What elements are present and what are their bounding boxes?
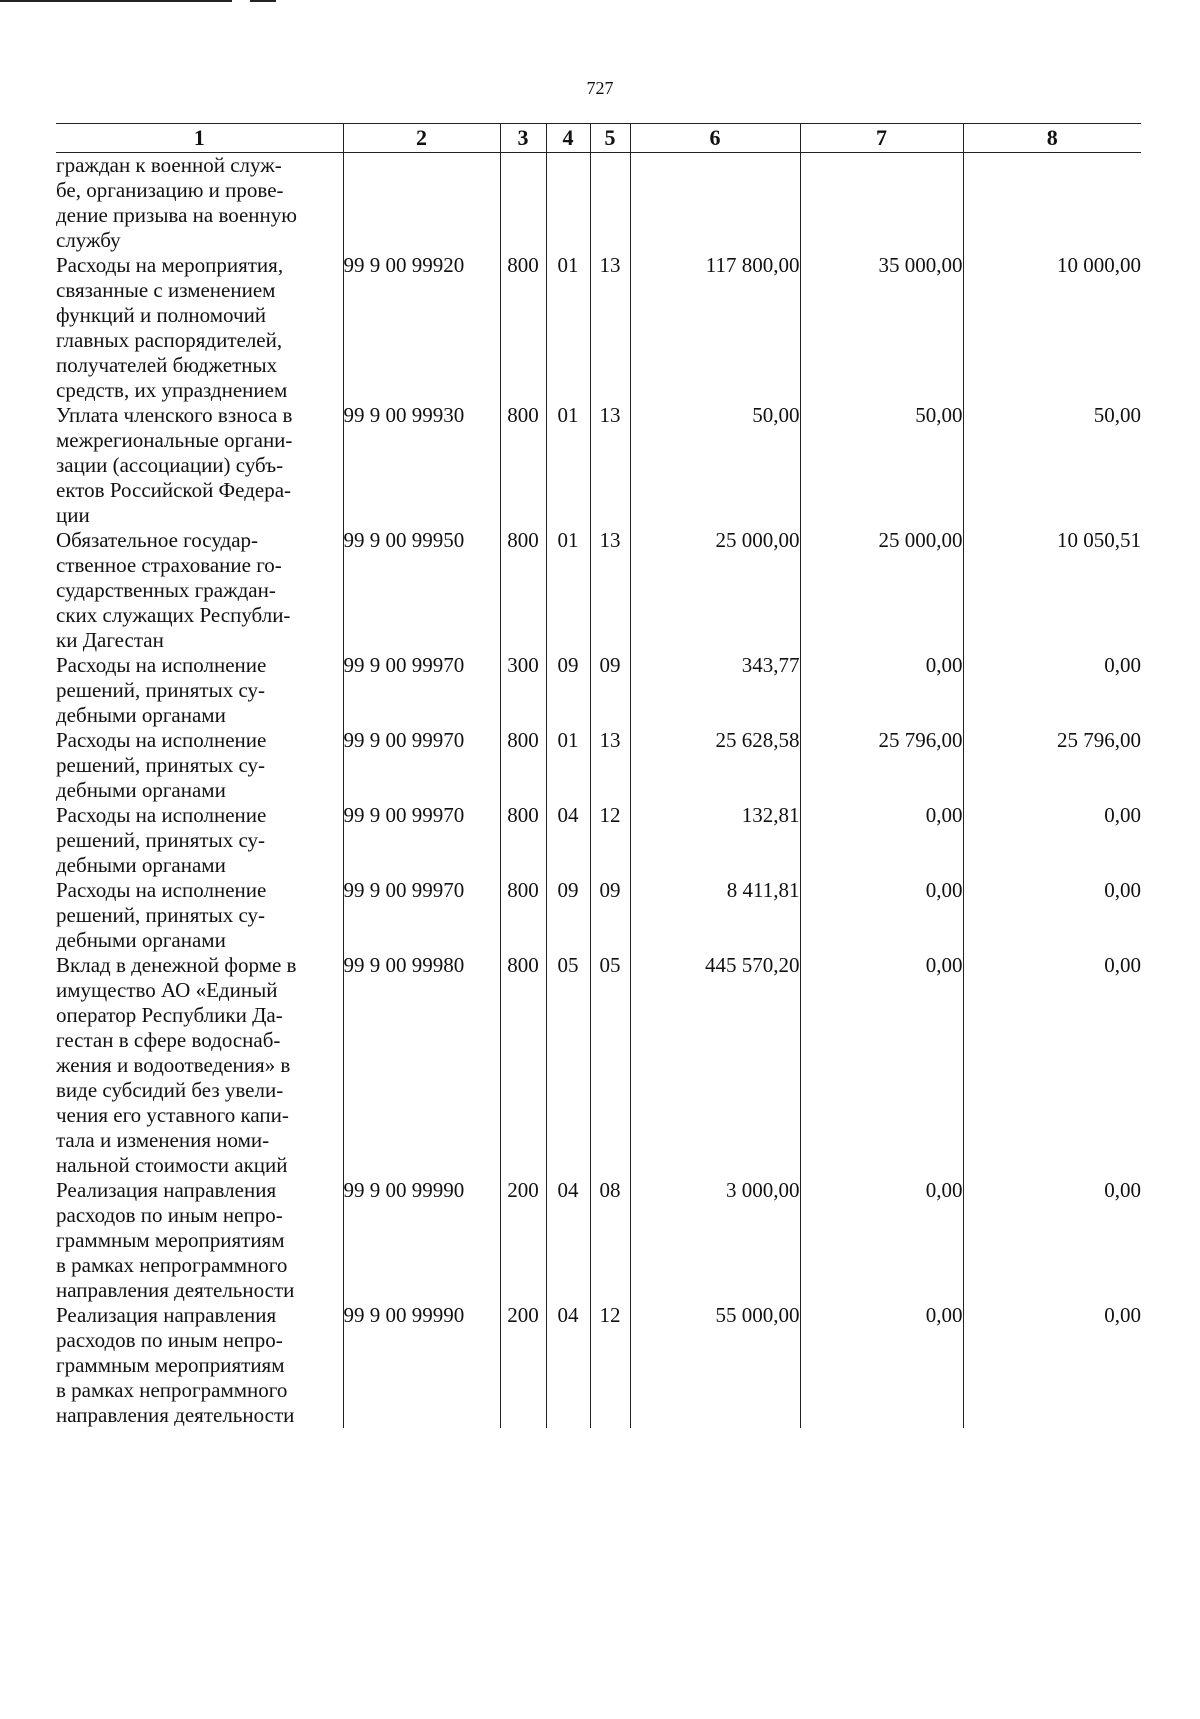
amount-col8: 0,00 [963, 1178, 1141, 1303]
section-code: 01 [546, 403, 590, 528]
column-header: 6 [630, 124, 800, 153]
subsection-code: 13 [590, 253, 630, 403]
expense-type-code: 300 [500, 653, 546, 728]
scan-edge-line [250, 0, 276, 2]
amount-col6: 132,81 [630, 803, 800, 878]
table-row [56, 253, 1141, 403]
expense-type-code: 800 [500, 878, 546, 953]
amount-col6: 25 628,58 [630, 728, 800, 803]
column-header: 1 [56, 124, 343, 153]
table-row [56, 1178, 1141, 1303]
table-row [56, 653, 1141, 728]
table-row [56, 528, 1141, 653]
expense-description: Уплата членского взноса в межрегиональные органи- зации (ассоциации) субъ- ектов Российской Федера- ции [56, 403, 293, 527]
budget-code: 99 9 00 99920 [343, 253, 500, 403]
expense-description: Расходы на исполнение решений, принятых су- дебными органами [56, 803, 267, 877]
amount-col7: 25 000,00 [800, 528, 963, 653]
expense-description: Вклад в денежной форме в имущество АО «Единый оператор Республики Да- гестан в сфере водоснаб- жения и водоотведения» в виде субсидий без увели- чения его уставного капи- тала и изменения номи- нальной стоимости акций [56, 953, 297, 1177]
column-header: 2 [343, 124, 500, 153]
expense-description: Обязательное государ- ственное страхование го- сударственных граждан- ских служащих Республи- ки Дагестан [56, 528, 291, 652]
section-code: 05 [546, 953, 590, 1178]
budget-code: 99 9 00 99990 [343, 1178, 500, 1303]
expense-type-code: 200 [500, 1178, 546, 1303]
amount-col8: 50,00 [963, 403, 1141, 528]
table-header-row [56, 124, 1141, 153]
budget-code: 99 9 00 99970 [343, 728, 500, 803]
amount-col8: 0,00 [963, 803, 1141, 878]
column-header: 8 [963, 124, 1141, 153]
expense-type-code: 800 [500, 403, 546, 528]
amount-col8: 10 050,51 [963, 528, 1141, 653]
column-header: 5 [590, 124, 630, 153]
amount-col8: 0,00 [963, 653, 1141, 728]
expense-type-code: 800 [500, 728, 546, 803]
expense-description: Расходы на исполнение решений, принятых су- дебными органами [56, 728, 267, 802]
amount-col8: 0,00 [963, 953, 1141, 1178]
budget-table [56, 123, 1141, 1428]
amount-col6: 50,00 [630, 403, 800, 528]
table-row [56, 728, 1141, 803]
subsection-code: 13 [590, 728, 630, 803]
amount-col8: 0,00 [963, 878, 1141, 953]
expense-description: Расходы на исполнение решений, принятых су- дебными органами [56, 653, 267, 727]
expense-description: Расходы на мероприятия, связанные с изменением функций и полномочий главных распорядителей, получателей бюджетных средств, их упразднением [56, 253, 288, 402]
expense-description: Расходы на исполнение решений, принятых су- дебными органами [56, 878, 267, 952]
expense-type-code [500, 153, 546, 254]
page-number: 727 [586, 78, 614, 98]
table-row [56, 403, 1141, 528]
budget-code: 99 9 00 99990 [343, 1303, 500, 1428]
amount-col6: 445 570,20 [630, 953, 800, 1178]
amount-col7: 0,00 [800, 803, 963, 878]
amount-col6: 343,77 [630, 653, 800, 728]
amount-col6: 55 000,00 [630, 1303, 800, 1428]
table-row [56, 153, 1141, 254]
amount-col6 [630, 153, 800, 254]
budget-code [343, 153, 500, 254]
table-row [56, 953, 1141, 1178]
amount-col6: 117 800,00 [630, 253, 800, 403]
amount-col8: 25 796,00 [963, 728, 1141, 803]
amount-col6: 3 000,00 [630, 1178, 800, 1303]
expense-type-code: 800 [500, 528, 546, 653]
expense-description: граждан к военной служ- бе, организацию и прове- дение призыва на военную службу [56, 153, 297, 252]
subsection-code: 12 [590, 1303, 630, 1428]
amount-col7: 0,00 [800, 1303, 963, 1428]
budget-code: 99 9 00 99970 [343, 878, 500, 953]
section-code: 09 [546, 878, 590, 953]
section-code: 04 [546, 1178, 590, 1303]
amount-col8: 0,00 [963, 1303, 1141, 1428]
column-header: 7 [800, 124, 963, 153]
amount-col8 [963, 153, 1141, 254]
table-row [56, 803, 1141, 878]
amount-col7: 0,00 [800, 953, 963, 1178]
table-row [56, 878, 1141, 953]
expense-type-code: 200 [500, 1303, 546, 1428]
expense-type-code: 800 [500, 803, 546, 878]
expense-type-code: 800 [500, 253, 546, 403]
budget-code: 99 9 00 99970 [343, 653, 500, 728]
subsection-code: 05 [590, 953, 630, 1178]
subsection-code: 13 [590, 528, 630, 653]
amount-col7: 0,00 [800, 653, 963, 728]
budget-code: 99 9 00 99980 [343, 953, 500, 1178]
scan-edge-line [0, 0, 232, 2]
section-code [546, 153, 590, 254]
expense-description: Реализация направления расходов по иным непро- граммным мероприятиям в рамках непрограммного направления деятельности [56, 1178, 295, 1302]
budget-code: 99 9 00 99950 [343, 528, 500, 653]
section-code: 01 [546, 528, 590, 653]
subsection-code: 08 [590, 1178, 630, 1303]
column-header: 4 [546, 124, 590, 153]
section-code: 04 [546, 1303, 590, 1428]
subsection-code: 09 [590, 878, 630, 953]
amount-col6: 8 411,81 [630, 878, 800, 953]
amount-col7: 0,00 [800, 1178, 963, 1303]
amount-col7: 50,00 [800, 403, 963, 528]
amount-col7 [800, 153, 963, 254]
section-code: 09 [546, 653, 590, 728]
amount-col7: 25 796,00 [800, 728, 963, 803]
section-code: 01 [546, 253, 590, 403]
column-header: 3 [500, 124, 546, 153]
amount-col8: 10 000,00 [963, 253, 1141, 403]
subsection-code: 12 [590, 803, 630, 878]
subsection-code: 09 [590, 653, 630, 728]
amount-col6: 25 000,00 [630, 528, 800, 653]
table-row [56, 1303, 1141, 1428]
subsection-code [590, 153, 630, 254]
expense-description: Реализация направления расходов по иным непро- граммным мероприятиям в рамках непрограммного направления деятельности [56, 1303, 295, 1427]
section-code: 04 [546, 803, 590, 878]
expense-type-code: 800 [500, 953, 546, 1178]
subsection-code: 13 [590, 403, 630, 528]
amount-col7: 0,00 [800, 878, 963, 953]
budget-code: 99 9 00 99930 [343, 403, 500, 528]
amount-col7: 35 000,00 [800, 253, 963, 403]
section-code: 01 [546, 728, 590, 803]
budget-code: 99 9 00 99970 [343, 803, 500, 878]
